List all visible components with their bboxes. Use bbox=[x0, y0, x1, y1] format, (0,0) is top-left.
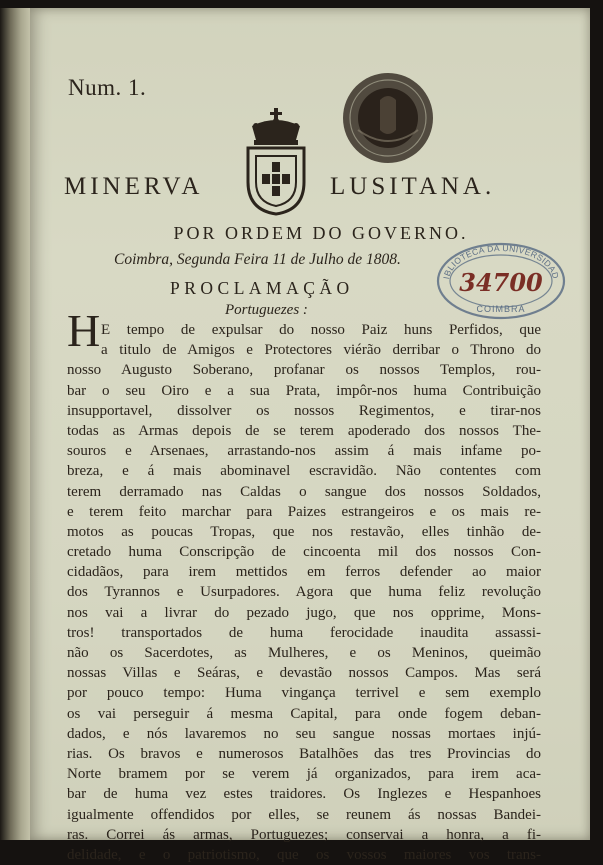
body-line: cretado huma Conscripção de cincoenta mil dos nossos Con- bbox=[67, 544, 541, 561]
library-stamp-bottom-text: COIMBRA bbox=[476, 304, 526, 314]
body-line: motos as poucas Tropas, que nos restavão, elles tinhão de- bbox=[67, 523, 541, 540]
body-line: nossas Villas e Seáras, e devastão nossos Campos. Mas será bbox=[67, 665, 541, 682]
body-line: delidade, e o patriotismo, que os vossos maiores vos trans- bbox=[67, 846, 541, 863]
library-stamp bbox=[435, 241, 567, 321]
book-binding-edge bbox=[0, 8, 30, 840]
body-line: dos Tyrannos e Usurpadores. Agora que huma feliz revolução bbox=[67, 584, 541, 601]
body-line: cidadãos, para irem mettidos em ferros defender ao maior bbox=[67, 564, 541, 581]
by-order-line: POR ORDEM DO GOVERNO. bbox=[173, 223, 469, 243]
dateline: Coimbra, Segunda Feira 11 de Julho de 1808. bbox=[114, 251, 401, 268]
body-line: e terem feito marchar para Paizes estrangeiros e os mais re- bbox=[67, 503, 541, 520]
body-line: dados, e nós lavaremos no seu sangue nossas mortaes injú- bbox=[67, 725, 541, 742]
library-stamp-outer-text: IBLIOTECA DA UNIVERSIDAD bbox=[441, 242, 561, 280]
body-line: todas as Armas depois de se terem apoderado dos nossos The- bbox=[67, 422, 541, 439]
body-line: bar de huma vez estes traidores. Os Inglezes e Hespanhoes bbox=[67, 786, 541, 803]
drop-cap: H bbox=[67, 305, 101, 356]
proclamation-body bbox=[67, 320, 541, 865]
proclamation-heading: PROCLAMAÇÃO bbox=[170, 278, 354, 298]
royal-crest-icon bbox=[242, 106, 310, 218]
body-line: por pouco tempo: Huma vingança terrivel e sem exemplo bbox=[67, 685, 541, 702]
round-seal-stamp bbox=[340, 70, 436, 166]
body-line: insupportavel, dissolver os nossos Regimentos, e tirar-nos bbox=[67, 402, 541, 419]
body-line: igualmente offendidos por elles, se reunem ás nossas Bandei- bbox=[67, 806, 541, 823]
body-line: não os Sacerdotes, as Mulheres, e os Meninos, queimão bbox=[67, 645, 541, 661]
body-line: E tempo de expulsar do nosso Paiz huns Perfidos, que bbox=[101, 322, 541, 338]
body-line: souros e Arsenaes, arrastando-nos assim á mais infame po- bbox=[67, 443, 541, 460]
issue-number: Num. 1. bbox=[68, 75, 147, 100]
body-line: tros! transportados de huma ferocidade inaudita assassi- bbox=[67, 624, 541, 641]
shelf-number: 34700 bbox=[459, 268, 543, 297]
body-line: a titulo de Amigos e Protectores viérão derribar o Throno do bbox=[101, 342, 541, 359]
body-line: nosso Augusto Soberano, profanar os nossos Templos, rou- bbox=[67, 362, 541, 379]
body-line: nos vai a livrar do pezado jugo, que nos opprime, Mons- bbox=[67, 604, 541, 621]
salutation: Portuguezes : bbox=[225, 302, 308, 318]
masthead-right: LUSITANA. bbox=[330, 173, 496, 200]
document-page bbox=[30, 8, 590, 863]
body-line: rias. Os bravos e numerosos Batalhões das tres Provincias do bbox=[67, 745, 541, 762]
library-stamp-oval bbox=[435, 241, 567, 321]
body-line: breza, e á mais abominavel escravidão. Não contentes com bbox=[67, 463, 541, 480]
masthead-left: MINERVA bbox=[64, 173, 204, 200]
body-line: terem derramado nas Caldas o sangue dos nossos Soldados, bbox=[67, 483, 541, 500]
body-line: os vai perseguir á mesma Capital, para onde fogem deban- bbox=[67, 705, 541, 722]
body-line: ras. Correi ás armas, Portuguezes; conservai a honra, a fi- bbox=[67, 826, 541, 843]
body-line: Norte bramem por se verem já organizados, para irem aca- bbox=[67, 766, 541, 783]
body-line: bar o seu Oiro e a sua Prata, impôr-nos huma Contribuição bbox=[67, 382, 541, 399]
